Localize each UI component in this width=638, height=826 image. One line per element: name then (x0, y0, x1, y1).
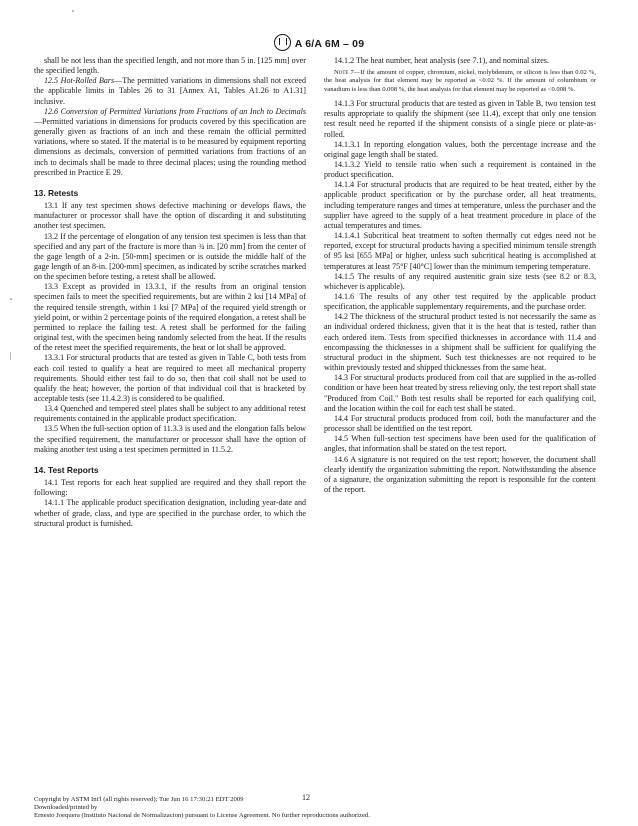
scan-speck (72, 10, 74, 12)
paragraph-14-1-3-2: 14.1.3.2 Yield to tensile ratio when such a requirement is contained in the product specification. (324, 159, 596, 180)
footer-license-line: Ernesto Joequera (Instituto Nacional de Normalizacion) pursuant to License Agreement. No further reproductions authorized. (34, 812, 370, 819)
footer-copyright-line: Copyright by ASTM Int'l (all rights reserved); Tue Jun 16 17:30:21 EDT 2009 (34, 796, 244, 803)
paragraph-14-1: 14.1 Test reports for each heat supplied are required and they shall report the following: (34, 478, 306, 498)
section-heading-test-reports: 14. Test Reports (34, 464, 99, 475)
paragraph-14-1-2: 14.1.2 The heat number, heat analysis (see 7.1), and nominal sizes. (334, 56, 549, 65)
paragraph-13-4: 13.4 Quenched and tempered steel plates shall be subject to any additional retest requirements contained in the applicable product specification. (34, 404, 306, 424)
paragraph-13-3: 13.3 Except as provided in 13.3.1, if the results from an original tension specimen fails to meet the specified requirements, but are within 2 ksi [14 MPa] of the required tensile strength, within 1 ksi [7 MPa] of the required yield strength or yield point, or within 2 percentage points of the required elongation, a retest shall be permitted to replace the failing test. A retest shall be performed for the failing original test, with the specimen being randomly selected from the heat. If the results of the retest meet the specified requirements, the heat or lot shall be approved. (34, 282, 306, 353)
astm-logo-icon (274, 34, 291, 51)
paragraph-12-6-body: —Permitted variations in dimensions for products covered by this specification are generally given as fractions of an inch and these remain the official permitted variations, where so stated. If the material is to be measured by equipment reporting dimensions as decimals, conversion of permitted variations from fractions of an inch to decimals shall be made to three decimal places; using the rounding method prescribed in Practice E 29. (34, 116, 306, 177)
scan-speck (10, 352, 11, 360)
paragraph-14-5: 14.5 When full-section test specimens have been used for the qualification of angles, that information shall be stated on the test report. (324, 434, 596, 454)
paragraph-13-1: 13.1 If any test specimen shows defective machining or develops flaws, the manufacturer or processor shall have the option of discarding it and substituting another test specimen. (34, 201, 306, 231)
paragraph-14-3: 14.3 For structural products produced from coil that are supplied in the as-rolled condition or have been heat treated by stress relieving only, the test report shall state "Produced from Coil." Both test results shall be reported for each qualifying coil, and the location within the coil for each test shall be stated. (324, 373, 596, 413)
paragraph-14-1-5: 14.1.5 The results of any required austenitic grain size tests (see 8.2 or 8.3, whichever is applicable). (324, 271, 596, 291)
paragraph-14-1-3-1: 14.1.3.1 In reporting elongation values, both the percentage increase and the original gage length shall be stated. (324, 139, 596, 159)
left-column (34, 56, 306, 529)
footer-downloaded-line: Downloaded/printed by (34, 804, 98, 811)
paragraph-14-1-4: 14.1.4 For structural products that are required to be heat treated, either by the applicable product specification or by the purchase order, all heat treatments, including temperature ranges and times at temperature, unless the purchaser and the supplier have agreed to the supply of a heat treatment procedure in place of the actual temperatures and times. (324, 180, 596, 230)
paragraph-12-6 (34, 107, 306, 178)
document-designation: A 6/A 6M – 09 (294, 38, 365, 50)
page-number: 12 (302, 793, 310, 802)
paragraph-14-1-3: 14.1.3 For structural products that are tested as given in Table B, two tension test results appropriate to qualify the shipment (see 11.4), except that only one tension test result need be reported if the shipment consists of a single piece or plate-as-rolled. (324, 99, 596, 139)
note-7-label: Note 7 (334, 69, 354, 77)
paragraph-14-1-4-1: 14.1.4.1 Subcritical heat treatment to soften thermally cut edges need not be reported, except for structural products having a specified minimum tensile strength of 95 ksi [655 MPa] or higher, unless such subcritical heating is accomplished at temperatures at least 75°F [40°C] lower than the minimum tempering temperature. (324, 231, 596, 271)
paragraph-14-1-6: 14.1.6 The results of any other test required by the applicable product specification, the applicable supplementary requirements, and the purchase order. (324, 292, 596, 312)
section-heading-retests: 13. Retests (34, 187, 79, 198)
paragraph-13-5: 13.5 When the full-section option of 11.3.3 is used and the elongation falls below the specified requirement, the manufacturer or processor shall have the option of making another test using a test specimen permitted in 11.5.2. (34, 424, 306, 454)
paragraph-12-5-body: —The permitted variations in dimensions shall not exceed the applicable limits in Tables 26 to 31 [Annex A1, Tables A1.26 to A1.31] inclusive. (34, 76, 306, 106)
paragraph-12-6-heading: 12.6 Conversion of Permitted Variations from Fractions of an Inch to Decimals (44, 106, 306, 116)
note-7-body: —If the amount of copper, chromium, nickel, molybdenum, or silicon is less than 0.02 %, the heat analysis for that element may be reported as <0.02 %. If the amount of columbium or vanadium is less than 0.008 %, the heat analysis for that element may be reported as <0.008 %. (324, 69, 596, 93)
paragraph-14-1-1: 14.1.1 The applicable product specification designation, including year-date and whether of grade, class, and type are specified in the purchase order, to which the structural product is furnished. (34, 498, 306, 528)
right-column (324, 56, 596, 495)
scan-speck (10, 298, 12, 300)
document-header (0, 34, 638, 51)
paragraph-14-6: 14.6 A signature is not required on the test report; however, the document shall clearly identify the organization submitting the report. Notwithstanding the absence of a signature, the organization submitting the report is responsible for the content of the report. (324, 454, 596, 494)
paragraph-12-5-heading: 12.5 Hot-Rolled Bars (44, 76, 115, 86)
copyright-footer (34, 796, 594, 820)
paragraph-12-5 (34, 76, 306, 106)
paragraph-14-4: 14.4 For structural products produced from coil, both the manufacturer and the processor shall be identified on the test report. (324, 413, 596, 434)
note-7 (324, 69, 596, 94)
paragraph-12-4-cont: shall be not less than the specified length, and not more than 5 in. [125 mm] over the specified length. (34, 56, 306, 76)
paragraph-14-2: 14.2 The thickness of the structural product tested is not necessarily the same as an individual ordered thickness, given that it is the heat that is tested, rather than each ordered item. Tests from specified thicknesses in accordance with 11.4 and encompassing the thicknesses in a shipment shall be sufficient for qualifying the structural product in the shipment. Such test thicknesses are not required to be within previously tested and shipped thicknesses from the same heat. (324, 312, 596, 373)
paragraph-13-3-1: 13.3.1 For structural products that are tested as given in Table C, both tests from each coil tested to qualify a heat are required to meet all mechanical property requirements. Should either test fail to do so, then that coil shall not be used to qualify the heat; however, the portion of that individual coil that is bracketed by acceptable tests (see 11.4.2.3) is considered to be qualified. (34, 353, 306, 403)
paragraph-13-2: 13.2 If the percentage of elongation of any tension test specimen is less than that specified and any part of the fracture is more than ¾ in. [20 mm] from the center of the gage length of a 2-in. [50-mm] specimen or is outside the middle half of the gage length of an 8-in. [200-mm] specimen, as indicated by scribe scratches marked on the specimen before testing, a retest shall be allowed. (34, 231, 306, 282)
